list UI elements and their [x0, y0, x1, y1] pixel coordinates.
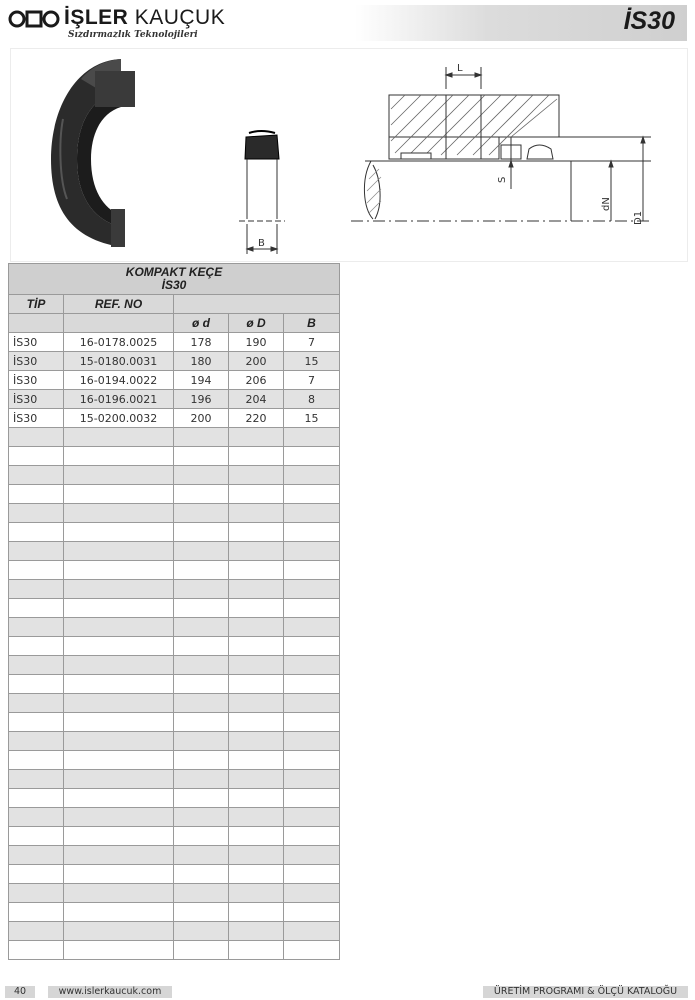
cell-tip — [9, 751, 64, 770]
cell-ref — [64, 599, 174, 618]
cell-ref — [64, 732, 174, 751]
cell-outer-d — [229, 637, 284, 656]
cell-outer-d — [229, 884, 284, 903]
cell-tip — [9, 675, 64, 694]
cell-b — [284, 789, 340, 808]
cell-b — [284, 770, 340, 789]
cell-ref — [64, 846, 174, 865]
cell-outer-d — [229, 599, 284, 618]
cell-outer-d: 200 — [229, 352, 284, 371]
cell-b — [284, 656, 340, 675]
cell-d — [174, 618, 229, 637]
cell-outer-d — [229, 504, 284, 523]
cell-tip — [9, 884, 64, 903]
table-row — [9, 732, 340, 751]
table-row — [9, 447, 340, 466]
cell-d — [174, 751, 229, 770]
table-row — [9, 390, 340, 409]
cell-b: 7 — [284, 333, 340, 352]
cell-b — [284, 865, 340, 884]
cell-tip — [9, 789, 64, 808]
cell-b — [284, 941, 340, 960]
cell-tip — [9, 770, 64, 789]
cell-ref — [64, 713, 174, 732]
cell-ref — [64, 751, 174, 770]
column-header-ref: REF. NO — [64, 295, 174, 314]
label-d1: D1 — [633, 210, 644, 225]
technical-drawing-panel — [10, 48, 688, 262]
cell-d — [174, 865, 229, 884]
cell-b — [284, 827, 340, 846]
cell-d — [174, 789, 229, 808]
cell-d — [174, 599, 229, 618]
cell-d — [174, 732, 229, 751]
cell-b — [284, 903, 340, 922]
cell-tip — [9, 466, 64, 485]
cell-d — [174, 523, 229, 542]
cell-tip — [9, 846, 64, 865]
cell-d: 194 — [174, 371, 229, 390]
cell-tip — [9, 447, 64, 466]
seal-3d-render — [51, 59, 135, 247]
cell-b — [284, 846, 340, 865]
brand-name: İŞLER KAUÇUK — [64, 6, 226, 29]
table-row — [9, 865, 340, 884]
cell-b — [284, 675, 340, 694]
cell-d: 180 — [174, 352, 229, 371]
cell-tip: İS30 — [9, 352, 64, 371]
cell-ref — [64, 504, 174, 523]
cell-d — [174, 561, 229, 580]
cell-b — [284, 713, 340, 732]
cell-ref — [64, 561, 174, 580]
cell-d — [174, 637, 229, 656]
cell-ref — [64, 694, 174, 713]
cell-ref: 16-0194.0022 — [64, 371, 174, 390]
catalog-title: ÜRETİM PROGRAMI & ÖLÇÜ KATALOĞU — [483, 986, 688, 998]
logo-mark-icon — [8, 8, 60, 30]
cell-ref — [64, 485, 174, 504]
cell-outer-d — [229, 675, 284, 694]
cell-b: 15 — [284, 352, 340, 371]
cell-d — [174, 846, 229, 865]
cell-tip — [9, 561, 64, 580]
table-row — [9, 675, 340, 694]
cell-d: 196 — [174, 390, 229, 409]
cell-tip — [9, 865, 64, 884]
cell-outer-d — [229, 618, 284, 637]
table-row — [9, 789, 340, 808]
cell-outer-d — [229, 808, 284, 827]
cell-b — [284, 751, 340, 770]
cell-d — [174, 808, 229, 827]
cell-tip — [9, 428, 64, 447]
cell-ref — [64, 428, 174, 447]
cell-b — [284, 637, 340, 656]
cell-outer-d — [229, 523, 284, 542]
cell-outer-d — [229, 903, 284, 922]
cell-b — [284, 732, 340, 751]
table-row — [9, 770, 340, 789]
cell-ref — [64, 922, 174, 941]
table-row — [9, 751, 340, 770]
cell-outer-d — [229, 922, 284, 941]
cell-tip — [9, 485, 64, 504]
cell-outer-d — [229, 428, 284, 447]
cell-tip — [9, 827, 64, 846]
cell-outer-d — [229, 694, 284, 713]
cell-d — [174, 447, 229, 466]
cell-d — [174, 903, 229, 922]
cell-b: 15 — [284, 409, 340, 428]
column-header-b: B — [284, 314, 340, 333]
cell-ref: 16-0196.0021 — [64, 390, 174, 409]
tagline: Sızdırmazlık Teknolojileri — [68, 30, 198, 40]
table-row — [9, 808, 340, 827]
cell-outer-d — [229, 827, 284, 846]
cell-d — [174, 884, 229, 903]
cell-b — [284, 542, 340, 561]
table-row — [9, 542, 340, 561]
cell-tip — [9, 713, 64, 732]
cell-ref — [64, 789, 174, 808]
cell-d: 178 — [174, 333, 229, 352]
cell-outer-d — [229, 485, 284, 504]
cell-outer-d — [229, 751, 284, 770]
page-number: 40 — [5, 986, 35, 998]
cell-ref — [64, 447, 174, 466]
table-row — [9, 618, 340, 637]
cell-d — [174, 656, 229, 675]
cell-outer-d — [229, 466, 284, 485]
cell-outer-d — [229, 542, 284, 561]
cell-d — [174, 542, 229, 561]
product-code: İS30 — [623, 7, 675, 35]
cell-b — [284, 466, 340, 485]
table-row — [9, 523, 340, 542]
cell-outer-d — [229, 846, 284, 865]
cell-ref — [64, 675, 174, 694]
cell-d — [174, 922, 229, 941]
table-row — [9, 371, 340, 390]
column-header-blank — [64, 314, 174, 333]
page-footer — [0, 983, 695, 1000]
cell-outer-d — [229, 447, 284, 466]
cell-ref — [64, 827, 174, 846]
seal-cross-section — [239, 131, 285, 254]
cell-ref — [64, 808, 174, 827]
cell-b — [284, 694, 340, 713]
table-row — [9, 352, 340, 371]
cell-ref — [64, 637, 174, 656]
cell-d — [174, 485, 229, 504]
table-title: KOMPAKT KEÇE İS30 — [9, 264, 340, 295]
column-header-outer-d: ø D — [229, 314, 284, 333]
column-header-tip: TİP — [9, 295, 64, 314]
cell-tip: İS30 — [9, 390, 64, 409]
cell-d — [174, 580, 229, 599]
cell-tip — [9, 922, 64, 941]
cell-ref — [64, 542, 174, 561]
cell-b — [284, 599, 340, 618]
cell-b — [284, 485, 340, 504]
cell-b — [284, 618, 340, 637]
cell-b — [284, 523, 340, 542]
cell-ref — [64, 580, 174, 599]
cell-outer-d — [229, 789, 284, 808]
table-row — [9, 884, 340, 903]
table-row — [9, 941, 340, 960]
table-row — [9, 599, 340, 618]
cell-tip — [9, 903, 64, 922]
table-row — [9, 637, 340, 656]
cell-tip — [9, 732, 64, 751]
table-row — [9, 428, 340, 447]
cell-ref: 15-0180.0031 — [64, 352, 174, 371]
cell-outer-d — [229, 865, 284, 884]
cell-ref — [64, 903, 174, 922]
cell-outer-d — [229, 656, 284, 675]
cell-tip — [9, 656, 64, 675]
table-row — [9, 656, 340, 675]
table-row — [9, 466, 340, 485]
cell-tip: İS30 — [9, 371, 64, 390]
label-s: S — [497, 176, 508, 183]
cell-ref — [64, 941, 174, 960]
table-row — [9, 827, 340, 846]
cell-ref — [64, 618, 174, 637]
cell-b — [284, 808, 340, 827]
cell-ref — [64, 466, 174, 485]
cell-b: 8 — [284, 390, 340, 409]
table-row — [9, 504, 340, 523]
column-header-blank — [9, 314, 64, 333]
table-row — [9, 561, 340, 580]
cell-outer-d: 204 — [229, 390, 284, 409]
cell-d — [174, 504, 229, 523]
cell-d — [174, 827, 229, 846]
table-row — [9, 409, 340, 428]
website-link[interactable]: www.islerkaucuk.com — [48, 986, 172, 998]
cell-ref — [64, 884, 174, 903]
cell-tip — [9, 694, 64, 713]
cell-tip: İS30 — [9, 333, 64, 352]
table-row — [9, 333, 340, 352]
cell-d — [174, 694, 229, 713]
label-b: B — [258, 238, 265, 249]
cell-tip — [9, 618, 64, 637]
table-row — [9, 922, 340, 941]
cell-d — [174, 428, 229, 447]
cell-ref — [64, 656, 174, 675]
cell-ref: 16-0178.0025 — [64, 333, 174, 352]
cell-d: 200 — [174, 409, 229, 428]
column-header-blank — [174, 295, 340, 314]
cell-tip — [9, 542, 64, 561]
cell-b: 7 — [284, 371, 340, 390]
table-row — [9, 713, 340, 732]
table-row — [9, 846, 340, 865]
cell-b — [284, 504, 340, 523]
cell-ref: 15-0200.0032 — [64, 409, 174, 428]
column-header-d: ø d — [174, 314, 229, 333]
cell-outer-d — [229, 732, 284, 751]
cell-tip — [9, 599, 64, 618]
table-row — [9, 903, 340, 922]
table-row — [9, 485, 340, 504]
cell-tip — [9, 504, 64, 523]
cell-outer-d: 220 — [229, 409, 284, 428]
label-dn: dN — [601, 197, 612, 211]
product-code-bar — [355, 5, 687, 41]
company-logo — [8, 6, 226, 42]
cell-b — [284, 884, 340, 903]
cell-outer-d — [229, 580, 284, 599]
cell-tip — [9, 580, 64, 599]
label-l: L — [457, 63, 463, 74]
cell-b — [284, 428, 340, 447]
cell-d — [174, 713, 229, 732]
cell-outer-d — [229, 770, 284, 789]
cell-tip — [9, 941, 64, 960]
cell-tip — [9, 808, 64, 827]
cell-ref — [64, 523, 174, 542]
cell-b — [284, 922, 340, 941]
table-row — [9, 580, 340, 599]
cell-d — [174, 675, 229, 694]
table-row — [9, 694, 340, 713]
cell-ref — [64, 770, 174, 789]
cell-outer-d: 206 — [229, 371, 284, 390]
cell-outer-d — [229, 713, 284, 732]
dimension-table — [8, 263, 339, 960]
cell-b — [284, 580, 340, 599]
cell-tip — [9, 523, 64, 542]
cell-tip: İS30 — [9, 409, 64, 428]
cell-outer-d — [229, 561, 284, 580]
cell-outer-d — [229, 941, 284, 960]
cell-b — [284, 561, 340, 580]
cell-d — [174, 770, 229, 789]
cell-outer-d: 190 — [229, 333, 284, 352]
cell-d — [174, 466, 229, 485]
cell-tip — [9, 637, 64, 656]
cell-d — [174, 941, 229, 960]
cell-b — [284, 447, 340, 466]
cell-ref — [64, 865, 174, 884]
